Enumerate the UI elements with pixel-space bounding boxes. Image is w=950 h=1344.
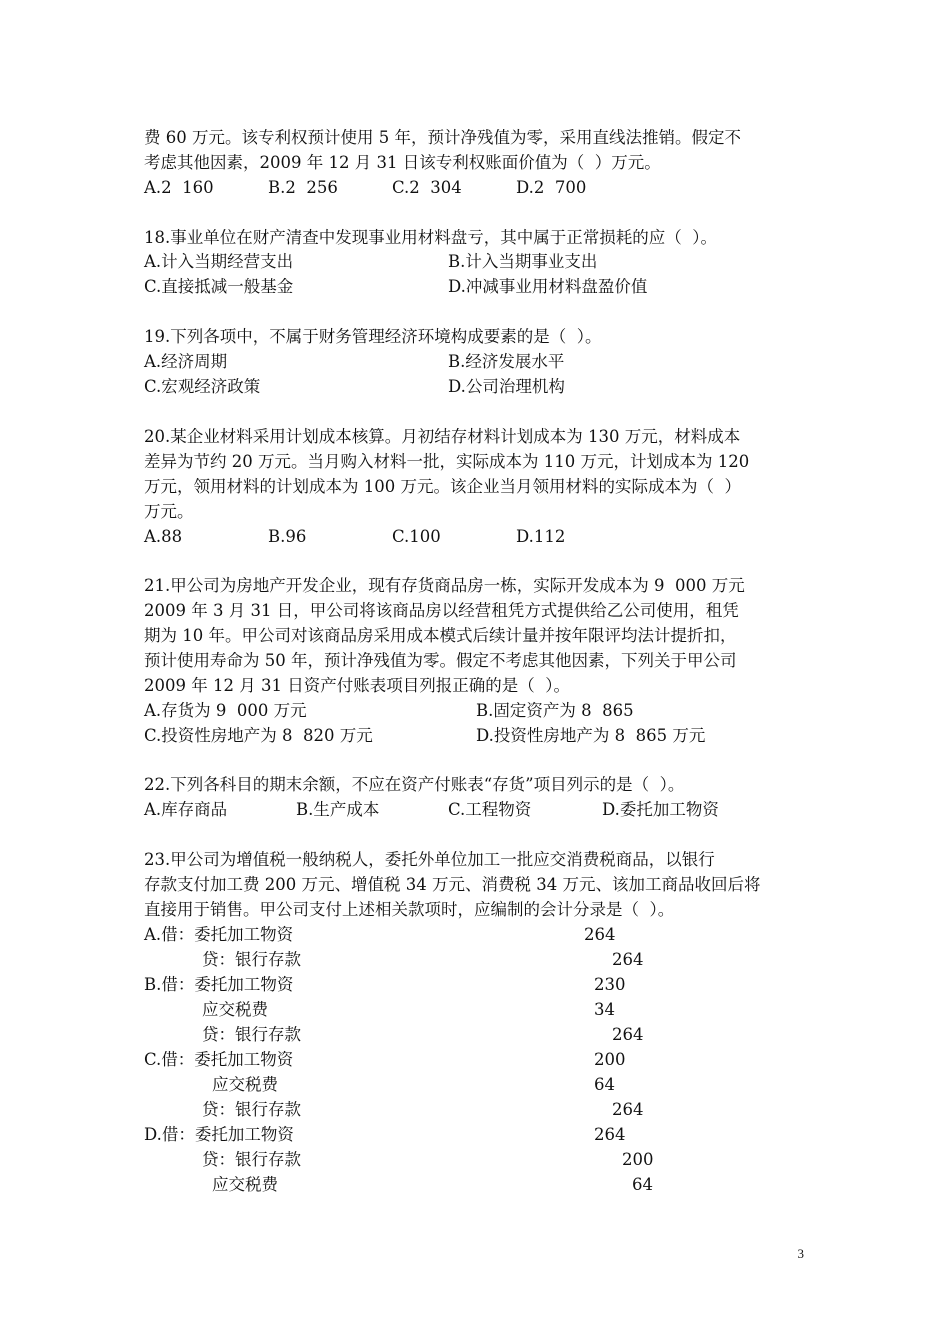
q18-option-c: C.直接抵减一般基金 xyxy=(144,277,294,296)
q23-b-credit-amount: 264 xyxy=(612,1025,644,1044)
q17-option-a: A.2 160 xyxy=(144,178,214,197)
q23-b-debit-amount: 230 xyxy=(594,975,626,994)
q18-stem: 18.事业单位在财产清查中发现事业用材料盘亏，其中属于正常损耗的应（ ）。 xyxy=(144,228,717,247)
q22-option-c: C.工程物资 xyxy=(448,800,532,819)
q22-option-b: B.生产成本 xyxy=(296,800,380,819)
q23-line-2: 存款支付加工费 200 万元、增值税 34 万元、消费税 34 万元、该加工商品收回后将 xyxy=(144,875,761,894)
q20-option-b: B.96 xyxy=(268,527,307,546)
q23-a-credit: 贷：银行存款 xyxy=(202,950,301,969)
q23-line-1: 23.甲公司为增值税一般纳税人，委托外单位加工一批应交消费税商品，以银行 xyxy=(144,850,715,869)
q23-d-tax-amount: 64 xyxy=(632,1175,653,1194)
q18-option-a: A.计入当期经营支出 xyxy=(144,252,294,271)
q23-line-3: 直接用于销售。甲公司支付上述相关款项时，应编制的会计分录是（ ）。 xyxy=(144,900,675,919)
q23-d-credit-amount: 200 xyxy=(622,1150,654,1169)
q21-line-1: 21.甲公司为房地产开发企业，现有存货商品房一栋，实际开发成本为 9 000 万元 xyxy=(144,576,745,595)
q23-b-debit: B.借：委托加工物资 xyxy=(144,975,294,994)
q17-line-2: 考虑其他因素，2009 年 12 月 31 日该专利权账面价值为（ ）万元。 xyxy=(144,153,661,172)
q19-option-c: C.宏观经济政策 xyxy=(144,377,261,396)
q18-option-b: B.计入当期事业支出 xyxy=(448,252,598,271)
q23-a-debit: A.借：委托加工物资 xyxy=(144,925,294,944)
q20-line-4: 万元。 xyxy=(144,502,194,521)
q20-option-d: D.112 xyxy=(516,527,566,546)
q17-option-d: D.2 700 xyxy=(516,178,587,197)
q17-option-b: B.2 256 xyxy=(268,178,338,197)
q20-line-2: 差异为节约 20 万元。当月购入材料一批，实际成本为 110 万元，计划成本为 120 xyxy=(144,452,750,471)
q20-line-3: 万元，领用材料的计划成本为 100 万元。该企业当月领用材料的实际成本为（ ） xyxy=(144,477,741,496)
q18-option-d: D.冲减事业用材料盘盈价值 xyxy=(448,277,648,296)
q19-option-a: A.经济周期 xyxy=(144,352,228,371)
q23-c-debit-amount: 200 xyxy=(594,1050,626,1069)
q21-option-c: C.投资性房地产为 8 820 万元 xyxy=(144,726,373,745)
q23-c-tax-amount: 64 xyxy=(594,1075,615,1094)
q22-option-d: D.委托加工物资 xyxy=(602,800,719,819)
q23-b-tax-amount: 34 xyxy=(594,1000,615,1019)
q23-d-debit: D.借：委托加工物资 xyxy=(144,1125,294,1144)
q21-line-4: 预计使用寿命为 50 年，预计净残值为零。假定不考虑其他因素，下列关于甲公司 xyxy=(144,651,737,670)
q22-option-a: A.库存商品 xyxy=(144,800,228,819)
q23-c-credit-amount: 264 xyxy=(612,1100,644,1119)
q21-line-5: 2009 年 12 月 31 日资产付账表项目列报正确的是（ ）。 xyxy=(144,676,570,695)
q19-stem: 19.下列各项中，不属于财务管理经济环境构成要素的是（ ）。 xyxy=(144,327,602,346)
q21-option-a: A.存货为 9 000 万元 xyxy=(144,701,307,720)
q23-a-credit-amount: 264 xyxy=(612,950,644,969)
q23-c-debit: C.借：委托加工物资 xyxy=(144,1050,294,1069)
q23-d-credit: 贷：银行存款 xyxy=(202,1150,301,1169)
q19-option-d: D.公司治理机构 xyxy=(448,377,565,396)
q22-stem: 22.下列各科目的期末余额，不应在资产付账表“存货”项目列示的是（ ）。 xyxy=(144,775,685,794)
q23-b-credit: 贷：银行存款 xyxy=(202,1025,301,1044)
q20-line-1: 20.某企业材料采用计划成本核算。月初结存材料计划成本为 130 万元，材料成本 xyxy=(144,427,741,446)
q17-line-1: 费 60 万元。该专利权预计使用 5 年，预计净残值为零，采用直线法推销。假定不 xyxy=(144,128,741,147)
q23-b-tax: 应交税费 xyxy=(202,1000,268,1019)
q21-line-3: 期为 10 年。甲公司对该商品房采用成本模式后续计量并按年限评均法计提折扣， xyxy=(144,626,737,645)
q23-a-debit-amount: 264 xyxy=(584,925,616,944)
q23-d-tax: 应交税费 xyxy=(212,1175,278,1194)
q21-option-b: B.固定资产为 8 865 xyxy=(476,701,634,720)
page-number: 3 xyxy=(797,1246,804,1261)
q21-line-2: 2009 年 3 月 31 日，甲公司将该商品房以经营租凭方式提供给乙公司使用，租凭 xyxy=(144,601,739,620)
q20-option-a: A.88 xyxy=(144,527,183,546)
q17-option-c: C.2 304 xyxy=(392,178,462,197)
q23-c-credit: 贷：银行存款 xyxy=(202,1100,301,1119)
q19-option-b: B.经济发展水平 xyxy=(448,352,565,371)
q23-d-debit-amount: 264 xyxy=(594,1125,626,1144)
q23-c-tax: 应交税费 xyxy=(212,1075,278,1094)
q20-option-c: C.100 xyxy=(392,527,441,546)
q21-option-d: D.投资性房地产为 8 865 万元 xyxy=(476,726,706,745)
